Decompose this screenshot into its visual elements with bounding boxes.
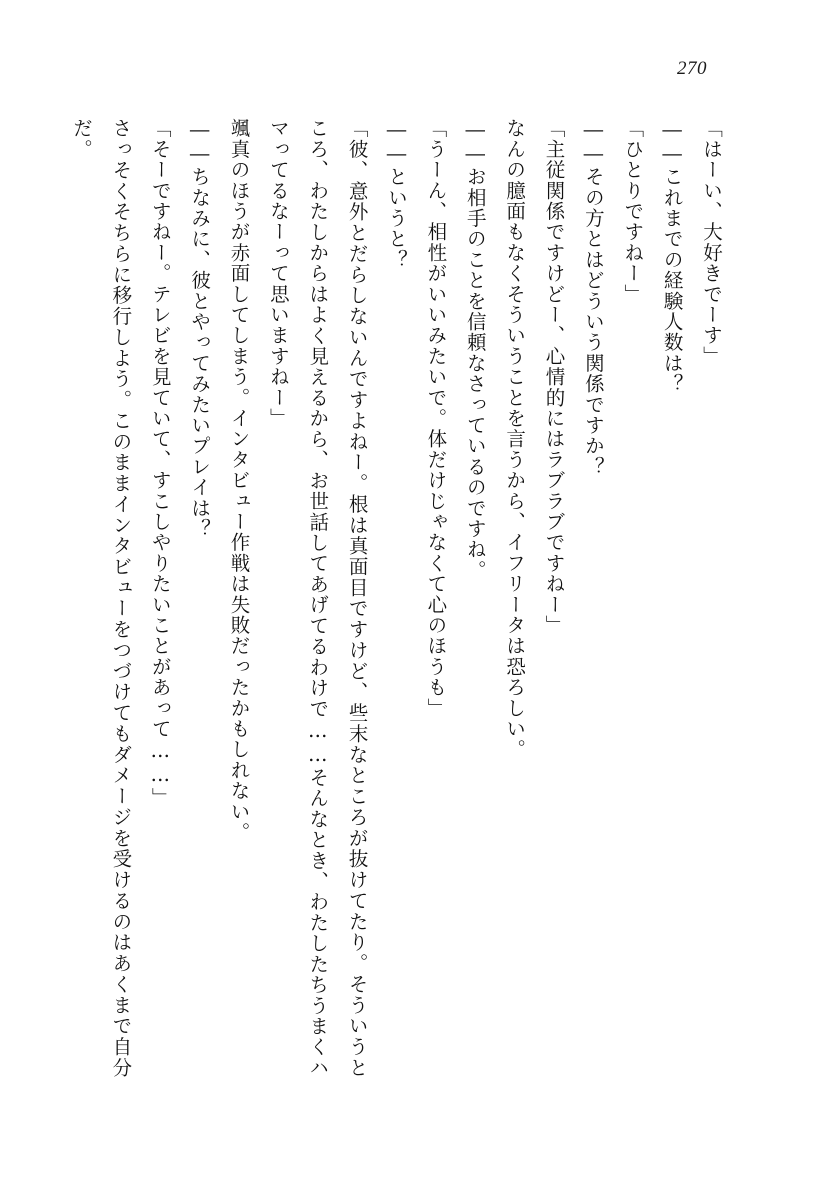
paragraph: ――ちなみに、彼とやってみたいプレイは？ — [188, 118, 212, 539]
paragraph: ――お相手のことを信頼なさっているのですね。 — [463, 118, 487, 581]
paragraph: なんの臆面もなくそういうことを言うから、イフリータは恐ろしい。 — [503, 118, 527, 760]
paragraph: 「はーい、大好きでーす」 — [700, 118, 723, 367]
page-text-body — [70, 118, 731, 1078]
paragraph: 「ひとりですねー」 — [621, 118, 645, 305]
paragraph: 「主従関係ですけどー、心情的にはラブラブですねー」 — [542, 118, 566, 636]
paragraph: ――これまでの経験人数は？ — [660, 118, 684, 395]
paragraph: 「彼、意外とだらしないんですよねー。根は真面目ですけど、些末なところが抜けてたり。そういうところ、わたしからはよく見えるから、お世話してあげてるわけで……そんなとき、わたしたちうまくハマってるなーって思いますねー」 — [266, 118, 369, 1078]
paragraph: さっそくそちらに移行しよう。このままインタビューをつづけてもダメージを受けるのはあくまで自分だ。 — [70, 118, 133, 1078]
paragraph: 「そーですねー。テレビを見ていて、すこしやりたいことがあって……」 — [148, 118, 172, 809]
paragraph: ――というと？ — [385, 118, 408, 270]
paragraph: 颯真のほうが赤面してしまう。インタビュー作戦は失敗だったかもしれない。 — [227, 118, 251, 843]
paragraph: ――その方とはどういう関係ですか？ — [581, 118, 605, 477]
paragraph: 「うーん、相性がいいみたいで。体だけじゃなくて心のほうも」 — [424, 118, 448, 719]
page-number: 270 — [677, 58, 707, 79]
